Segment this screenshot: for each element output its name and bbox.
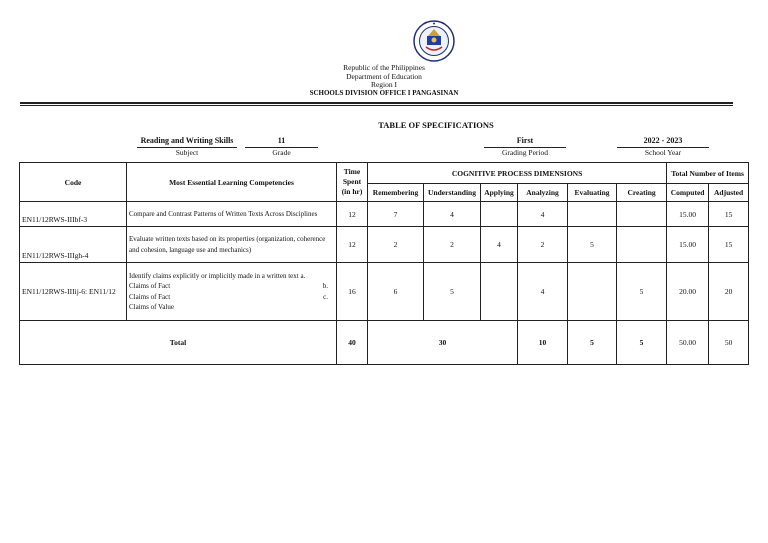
row-analyzing: 4 xyxy=(518,263,568,321)
row-computed: 20.00 xyxy=(667,263,709,321)
sub-adjusted: Adjusted xyxy=(709,184,749,202)
sub-analyzing: Analyzing xyxy=(518,184,568,202)
time-header-line1: Time xyxy=(343,167,361,176)
competency-line: Identify claims explicitly or implicitly made in a written text a. xyxy=(129,271,306,280)
grading-period-field xyxy=(484,136,566,157)
row-time: 12 xyxy=(337,227,368,263)
competency-line xyxy=(129,281,334,292)
sub-applying: Applying xyxy=(481,184,518,202)
header-divider-thin xyxy=(20,105,733,106)
school-year-value: 2022 - 2023 xyxy=(617,136,709,148)
table-row xyxy=(20,263,749,321)
row-time: 12 xyxy=(337,202,368,227)
row-adjusted: 15 xyxy=(709,202,749,227)
total-row xyxy=(20,321,749,365)
total-label: Total xyxy=(20,321,337,365)
grading-period-value: First xyxy=(484,136,566,148)
row-competency: Compare and Contrast Patterns of Written Texts Across Disciplines xyxy=(127,202,337,227)
row-evaluating: 5 xyxy=(568,227,617,263)
competency-item: Claims of Fact xyxy=(129,282,171,290)
total-time: 40 xyxy=(337,321,368,365)
row-evaluating xyxy=(568,202,617,227)
time-header-line3: (in hr) xyxy=(341,187,363,196)
office-label: SCHOOLS DIVISION OFFICE I PANGASINAN xyxy=(309,89,459,97)
total-evaluating: 5 xyxy=(568,321,617,365)
row-understanding: 4 xyxy=(424,202,481,227)
total-computed: 50.00 xyxy=(667,321,709,365)
subject-value: Reading and Writing Skills xyxy=(137,136,237,148)
row-applying xyxy=(481,202,518,227)
table-header-row xyxy=(20,163,749,184)
total-lower-order: 30 xyxy=(368,321,518,365)
row-analyzing: 4 xyxy=(518,202,568,227)
col-code-header: Code xyxy=(20,163,127,202)
row-evaluating xyxy=(568,263,617,321)
row-understanding: 2 xyxy=(424,227,481,263)
grade-value: 11 xyxy=(245,136,318,148)
row-code: EN11/12RWS-IIIbf-3 xyxy=(20,202,127,227)
republic-label: Republic of the Philippines xyxy=(343,63,425,72)
row-remembering: 2 xyxy=(368,227,424,263)
header-divider xyxy=(20,102,733,104)
row-creating: 5 xyxy=(617,263,667,321)
subject-caption: Subject xyxy=(175,148,199,157)
competency-item-marker: c. xyxy=(323,292,328,301)
school-year-caption: School Year xyxy=(644,148,682,157)
region-label: Region I xyxy=(370,80,398,89)
sub-evaluating: Evaluating xyxy=(568,184,617,202)
row-creating xyxy=(617,202,667,227)
row-adjusted: 20 xyxy=(709,263,749,321)
row-computed: 15.00 xyxy=(667,202,709,227)
competency-item: Claims of Fact xyxy=(129,292,171,301)
grade-field xyxy=(245,136,318,157)
specifications-table xyxy=(19,162,749,365)
total-creating: 5 xyxy=(617,321,667,365)
row-competency xyxy=(127,263,337,321)
deped-seal-logo xyxy=(413,20,455,62)
row-remembering: 6 xyxy=(368,263,424,321)
grading-period-caption: Grading Period xyxy=(501,148,549,157)
row-adjusted: 15 xyxy=(709,227,749,263)
col-total-header: Total Number of Items xyxy=(667,163,749,184)
row-competency: Evaluate written texts based on its properties (organization, coherence and cohesion, language use and mechanics) xyxy=(127,227,337,263)
total-adjusted: 50 xyxy=(709,321,749,365)
competency-line: Claims of Value xyxy=(129,303,174,311)
row-creating xyxy=(617,227,667,263)
col-cognitive-header: COGNITIVE PROCESS DIMENSIONS xyxy=(368,163,667,184)
department-label: Department of Education xyxy=(346,72,422,81)
row-applying xyxy=(481,263,518,321)
col-time-header xyxy=(337,163,368,202)
school-year-field xyxy=(617,136,709,157)
grade-caption: Grade xyxy=(272,148,291,157)
row-code: EN11/12RWS-IIIgh-4 xyxy=(20,227,127,263)
subject-field xyxy=(137,136,237,157)
sub-creating: Creating xyxy=(617,184,667,202)
row-time: 16 xyxy=(337,263,368,321)
table-row xyxy=(20,202,749,227)
row-code: EN11/12RWS-IIIij-6: EN11/12 xyxy=(20,263,127,321)
col-competency-header: Most Essential Learning Competencies xyxy=(127,163,337,202)
row-remembering: 7 xyxy=(368,202,424,227)
competency-item-marker: b. xyxy=(322,282,328,290)
row-applying: 4 xyxy=(481,227,518,263)
page-title: TABLE OF SPECIFICATIONS xyxy=(378,120,494,130)
row-computed: 15.00 xyxy=(667,227,709,263)
total-analyzing: 10 xyxy=(518,321,568,365)
row-understanding: 5 xyxy=(424,263,481,321)
competency-line xyxy=(129,292,334,303)
sub-remembering: Remembering xyxy=(368,184,424,202)
sub-understanding: Understanding xyxy=(424,184,481,202)
table-row xyxy=(20,227,749,263)
time-header-line2: Spent xyxy=(342,177,362,186)
sub-computed: Computed xyxy=(667,184,709,202)
row-analyzing: 2 xyxy=(518,227,568,263)
